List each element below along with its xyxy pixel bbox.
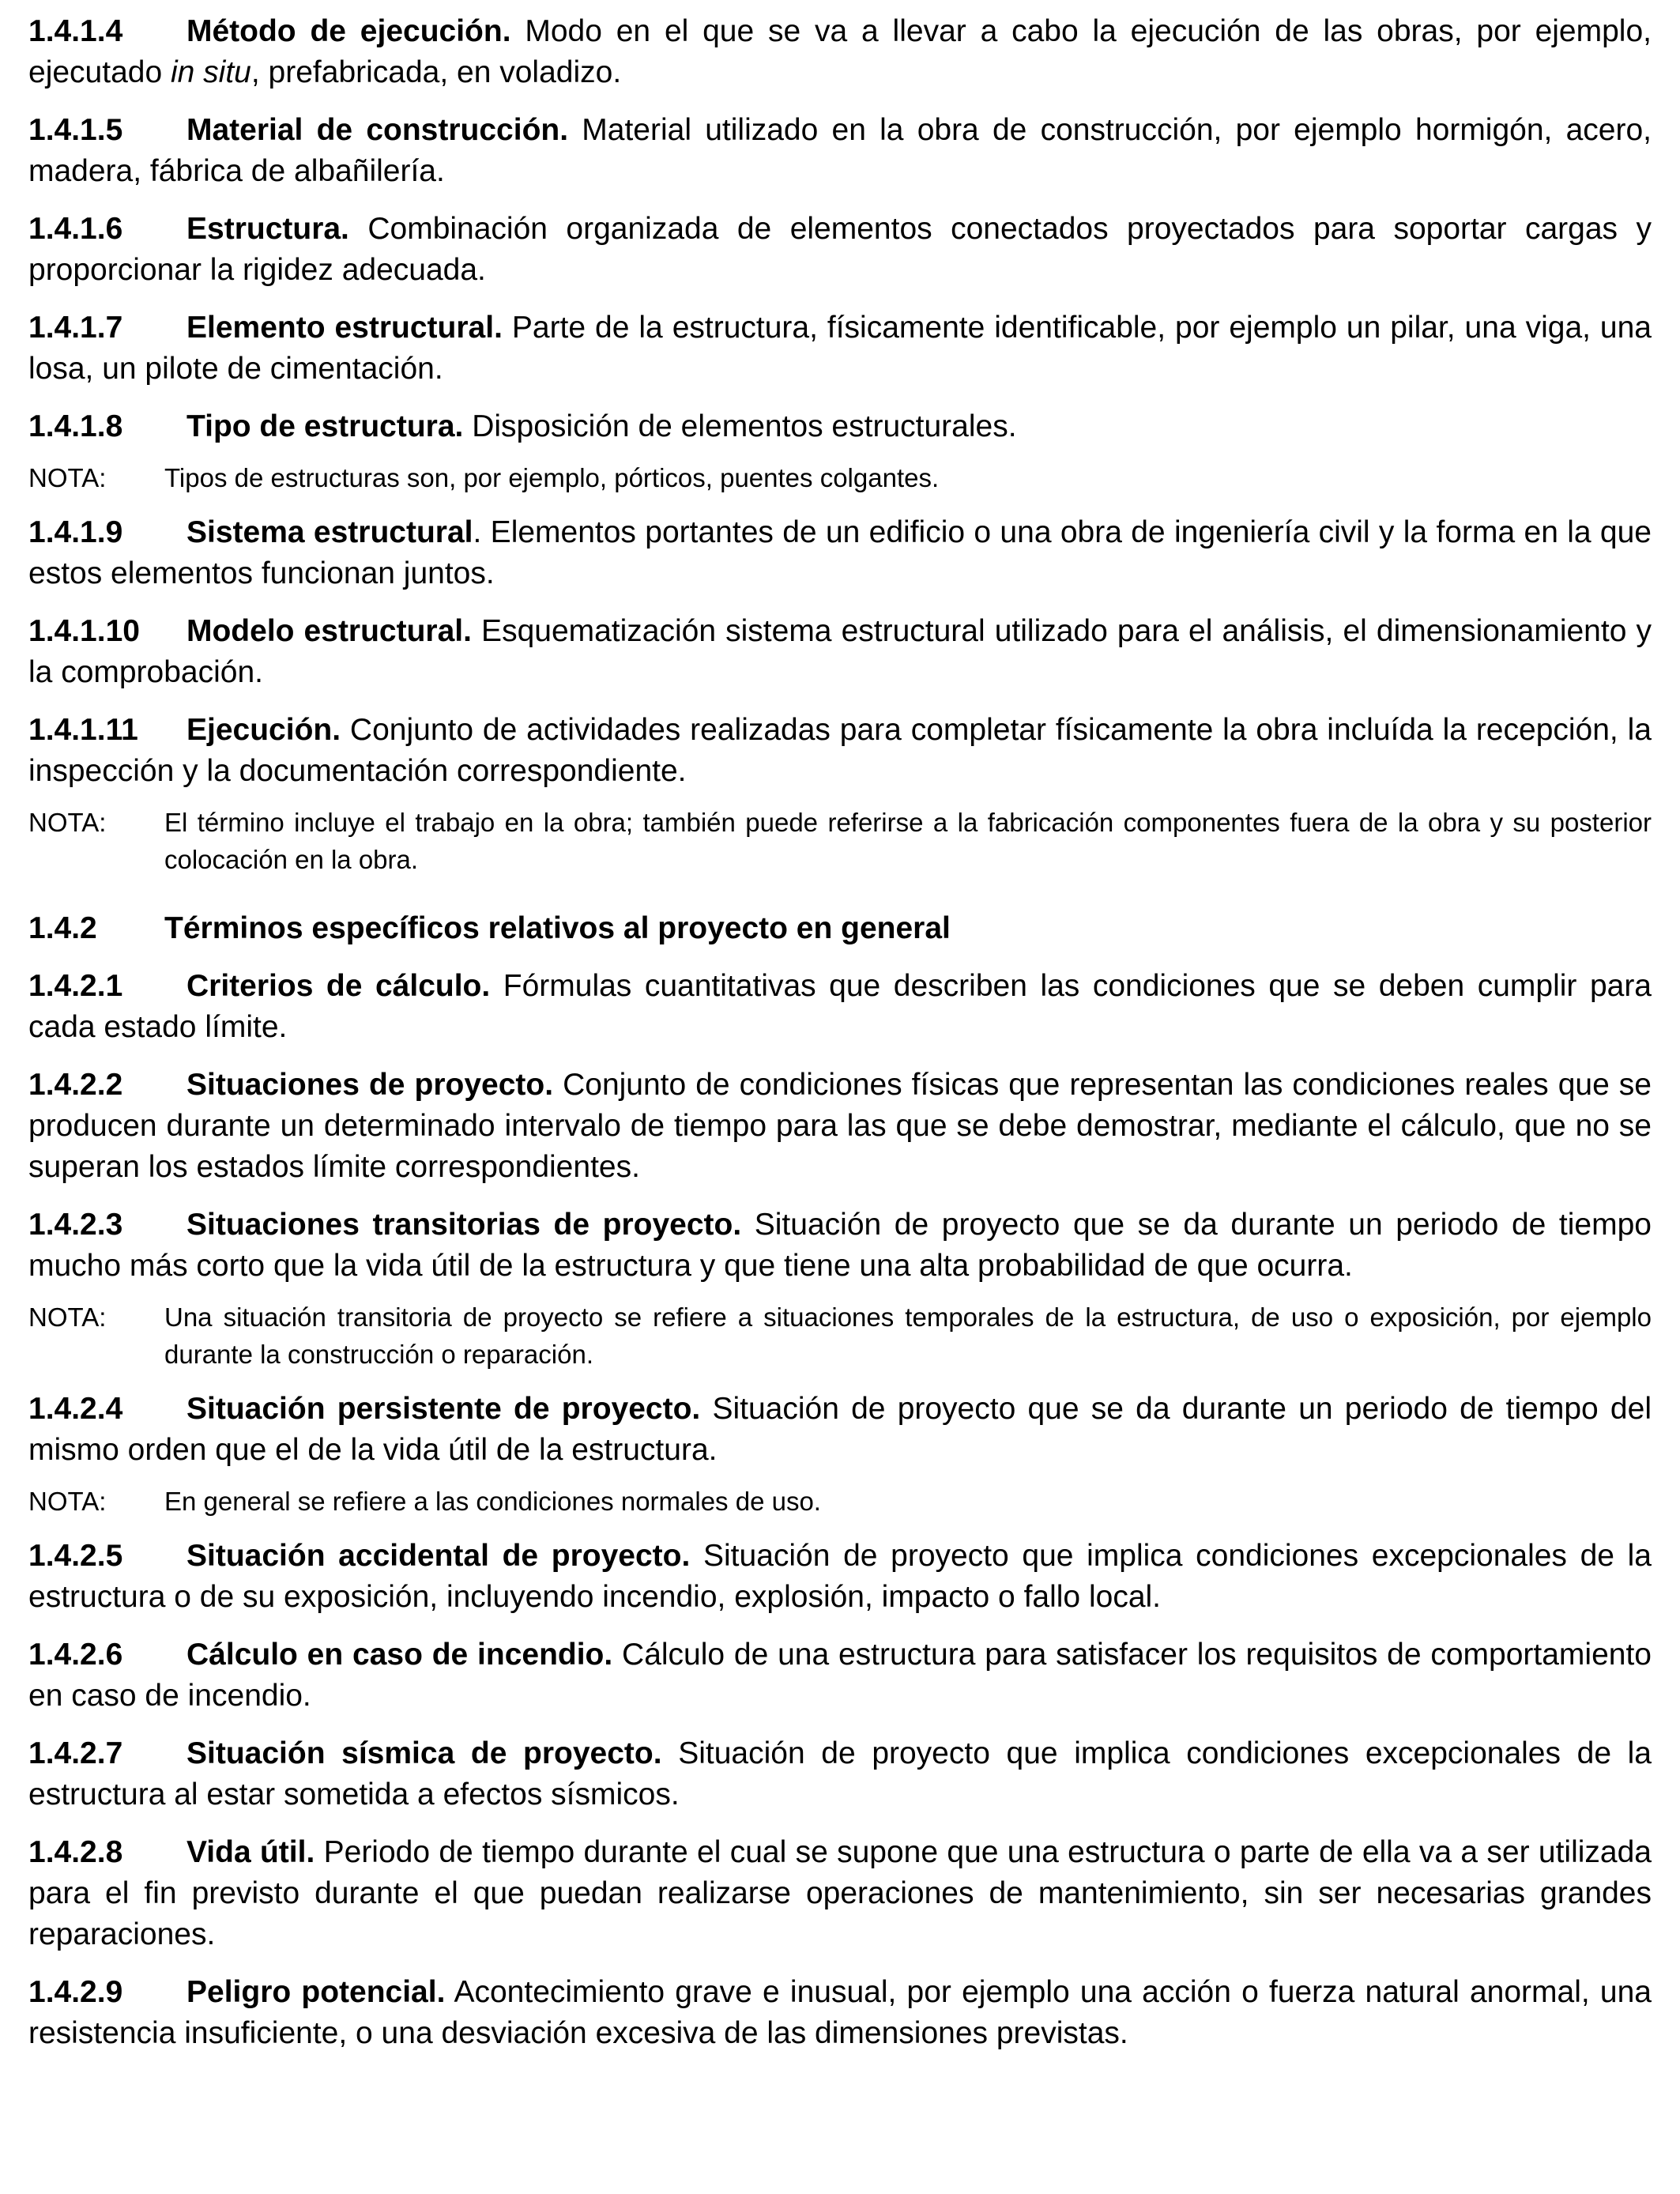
definition-text: Fórmulas cuantitativas que describen las condiciones que se deben cumplir para cada estado límite. [28,969,1652,1044]
term: Situación persistente de proyecto. [186,1392,701,1426]
term: Cálculo en caso de incendio. [186,1638,613,1672]
term: Material de construcción. [186,113,569,147]
term: Peligro potencial. [186,1975,446,2009]
clause-number: 1.4.1.10 [28,614,140,648]
definition-text: Conjunto de condiciones físicas que representan las condiciones reales que se producen durante un determinado intervalo de tiempo para las que se debe demostrar, mediante el cálculo, que no se superan los estados límite correspondientes. [28,1068,1652,1184]
definition-text: Esquematización sistema estructural utilizado para el análisis, el dimensionamiento y la comprobación. [28,614,1652,689]
clause-number: 1.4.2.6 [28,1638,123,1672]
clause-number: 1.4.2.8 [28,1835,123,1869]
clause-number: 1.4.1.5 [28,113,123,147]
definition-text: Conjunto de actividades realizadas para completar físicamente la obra incluída la recepción, la inspección y la documentación correspondiente. [28,713,1652,788]
note [28,1483,1652,1520]
term: Tipo de estructura. [186,409,464,443]
definition-1-4-2-7 [28,1733,1652,1815]
term: Modelo estructural. [186,614,472,648]
clause-number: 1.4.1.8 [28,409,123,443]
note-label: NOTA: [28,1302,107,1332]
term: Situación accidental de proyecto. [186,1539,691,1573]
note [28,459,1652,496]
definition-text: Cálculo de una estructura para satisfacer los requisitos de comportamiento en caso de incendio. [28,1638,1652,1713]
definition-text: Situación de proyecto que se da durante un periodo de tiempo mucho más corto que la vida útil de la estructura y que tiene una alta probabilidad de que ocurra. [28,1208,1652,1283]
section-heading [28,908,1652,949]
definition-1-4-1-7 [28,307,1652,390]
term: Estructura. [186,212,349,246]
definition-1-4-1-4 [28,11,1652,93]
definition-1-4-2-3 [28,1204,1652,1287]
definition-1-4-2-4 [28,1389,1652,1471]
term: Método de ejecución. [186,14,511,48]
clause-number: 1.4.1.6 [28,212,123,246]
term: Sistema estructural [186,515,473,549]
clause-number: 1.4.2.7 [28,1736,123,1770]
definition-text: Situación de proyecto que implica condiciones excepcionales de la estructura o de su exposición, incluyendo incendio, explosión, impacto o fallo local. [28,1539,1652,1614]
note-text: En general se refiere a las condiciones normales de uso. [164,1487,821,1516]
section-title: Términos específicos relativos al proyecto en general [164,911,951,945]
definition-text: Material utilizado en la obra de construcción, por ejemplo hormigón, acero, madera, fábrica de albañilería. [28,113,1652,188]
clause-number: 1.4.2.9 [28,1975,123,2009]
definition-1-4-2-5 [28,1536,1652,1618]
note-label: NOTA: [28,463,107,492]
definition-1-4-1-9 [28,512,1652,594]
clause-number: 1.4.2.4 [28,1392,123,1426]
definition-1-4-1-11 [28,710,1652,792]
note-label: NOTA: [28,1487,107,1516]
clause-number: 1.4.2.3 [28,1208,123,1242]
term: Situación sísmica de proyecto. [186,1736,662,1770]
clause-number: 1.4.2.5 [28,1539,123,1573]
term: Situaciones transitorias de proyecto. [186,1208,742,1242]
note-text: Una situación transitoria de proyecto se refiere a situaciones temporales de la estructura, de uso o exposición, por ejemplo durante la construcción o reparación. [164,1302,1652,1369]
definition-1-4-1-6 [28,209,1652,291]
definition-1-4-2-2 [28,1065,1652,1188]
term: Vida útil. [186,1835,315,1869]
term: Criterios de cálculo. [186,969,491,1003]
definition-1-4-1-10 [28,611,1652,693]
definition-1-4-1-5 [28,110,1652,192]
definition-1-4-2-1 [28,966,1652,1048]
definition-text: Disposición de elementos estructurales. [463,409,1017,443]
definition-1-4-2-6 [28,1634,1652,1717]
definition-1-4-2-8 [28,1832,1652,1955]
clause-number: 1.4.1.9 [28,515,123,549]
definition-text: Modo en el que se va a llevar a cabo la ejecución de las obras, por ejemplo, ejecutado [28,14,1652,89]
italic-text: in situ [170,55,251,89]
note [28,804,1652,878]
definition-text: Periodo de tiempo durante el cual se supone que una estructura o parte de ella va a ser utilizada para el fin previsto durante el que puedan realizarse operaciones de mantenimiento, sin ser necesarias grandes reparaciones. [28,1835,1652,1951]
term: Ejecución. [186,713,341,747]
definition-text: Situación de proyecto que se da durante un periodo de tiempo del mismo orden que el de la vida útil de la estructura. [28,1392,1652,1467]
definition-text: . Elementos portantes de un edificio o una obra de ingeniería civil y la forma en la que estos elementos funcionan juntos. [28,515,1652,590]
term: Situaciones de proyecto. [186,1068,554,1102]
definition-text-end: , prefabricada, en voladizo. [250,55,622,89]
section-number: 1.4.2 [28,911,97,945]
clause-number: 1.4.2.2 [28,1068,123,1102]
definition-1-4-2-9 [28,1972,1652,2054]
note [28,1299,1652,1373]
clause-number: 1.4.1.4 [28,14,123,48]
note-text: Tipos de estructuras son, por ejemplo, pórticos, puentes colgantes. [164,463,940,492]
note-text: El término incluye el trabajo en la obra; también puede referirse a la fabricación componentes fuera de la obra y su posterior colocación en la obra. [164,808,1652,874]
term: Elemento estructural. [186,311,503,345]
definition-1-4-1-8 [28,406,1652,447]
definition-text: Combinación organizada de elementos conectados proyectados para soportar cargas y proporcionar la rigidez adecuada. [28,212,1652,287]
clause-number: 1.4.1.11 [28,713,138,747]
note-label: NOTA: [28,808,107,837]
clause-number: 1.4.1.7 [28,311,123,345]
clause-number: 1.4.2.1 [28,969,123,1003]
definition-text: Parte de la estructura, físicamente identificable, por ejemplo un pilar, una viga, una losa, un pilote de cimentación. [28,311,1652,386]
definition-text: Situación de proyecto que implica condiciones excepcionales de la estructura al estar sometida a efectos sísmicos. [28,1736,1652,1811]
definition-text: Acontecimiento grave e inusual, por ejemplo una acción o fuerza natural anormal, una resistencia insuficiente, o una desviación excesiva de las dimensiones previstas. [28,1975,1652,2050]
